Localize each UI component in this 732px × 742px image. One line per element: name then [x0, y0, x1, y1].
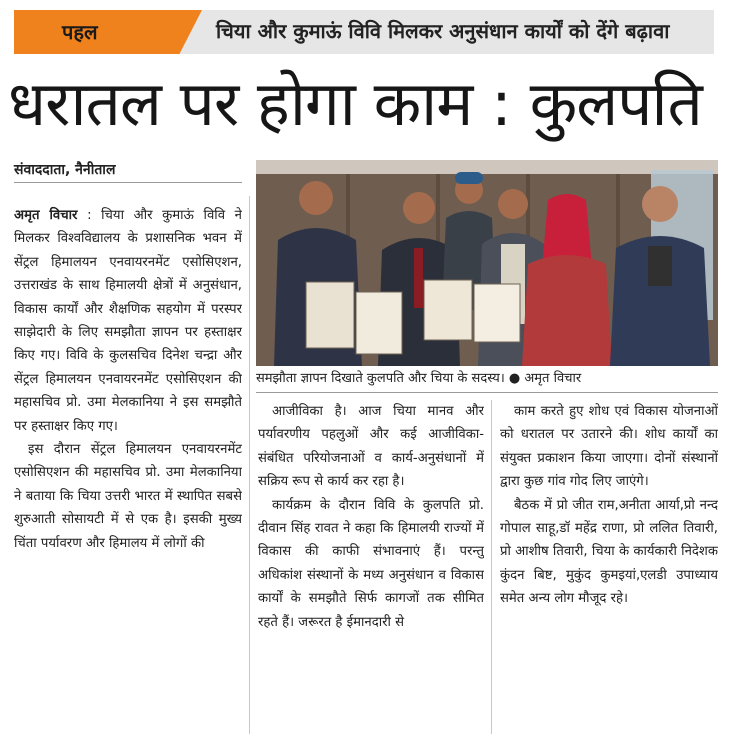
- kicker: चिया और कुमाऊं विवि मिलकर अनुसंधान कार्यों को देंगे बढ़ावा: [216, 19, 670, 43]
- lead-text: : चिया और कुमाऊं विवि ने मिलकर विश्वविद्यालय के प्रशासनिक भवन में सेंट्रल हिमालयन एनवायरनमेंट एसोसिएशन, उत्तराखंड के साथ हिमालयी क्षेत्रों में अनुसंधान, विकास कार्यों और शैक्षणिक सहयोग में परस्पर साझेदारी के लिए समझौता ज्ञापन पर हस्ताक्षर किए गए। विवि के कुलसचिव दिनेश चन्द्रा और सेंट्रल हिमालयन एनवायरनमेंट एसोसिएशन की महासचिव प्रो. उमा मेलकानिया ने इस समझौते पर हस्ताक्षर किए गए।: [14, 208, 242, 434]
- lead-source: अमृत विचार: [14, 208, 78, 223]
- article-paragraph: आजीविका है। आज चिया मानव और पर्यावरणीय पहलुओं और कई आजीविका-संबंधित परियोजनाओं व कार्य-अनुसंधानों में सक्रिय रूप से कार्य कर रहा है।: [258, 404, 484, 490]
- caption-rule: [256, 392, 718, 393]
- column-divider: [491, 400, 492, 734]
- photo-caption: समझौता ज्ञापन दिखाते कुलपति और चिया के सदस्य। ● अमृत विचार: [256, 371, 582, 386]
- byline-rule: [14, 182, 242, 183]
- section-tag: [14, 10, 202, 54]
- photo-illustration: [256, 160, 718, 366]
- article-paragraph: बैठक में प्रो जीत राम,अनीता आर्या,प्रो नन्द गोपाल साहू,डॉ महेंद्र राणा, प्रो ललित तिवारी, प्रो आशीष तिवारी, चिया के कार्यकारी निदेशक कुंदन बिष्ट, मुकुंद कुमइयां,एलडी उपाध्याय समेत अन्य लोग मौजूद रहे।: [500, 497, 718, 607]
- article-paragraph: इस दौरान सेंट्रल हिमालयन एनवायरनमेंट एसोसिएशन की महासचिव प्रो. उमा मेलकानिया ने बताया कि चिया उत्तरी भारत में स्थापित सबसे शुरुआती सोसायटी में से एक है। इसकी मुख्य चिंता पर्यावरण और हिमालय में लोगों की: [14, 442, 242, 551]
- article-column-2: [258, 400, 484, 734]
- article-paragraph: कार्यक्रम के दौरान विवि के कुलपति प्रो. दीवान सिंह रावत ने कहा कि हिमालयी राज्यों में विकास की काफी संभावनाएं हैं। परन्तु अधिकांश संस्थानों के मध्य अनुसंधान व विकास कार्यों के समझौते सिर्फ कागजों तक सीमित रहते हैं। जरूरत है ईमानदारी से: [258, 497, 484, 630]
- news-photo: [256, 160, 718, 366]
- column-divider: [249, 196, 250, 734]
- article-paragraph: [14, 204, 242, 438]
- article-column-3: [500, 400, 718, 734]
- article-paragraph: काम करते हुए शोध एवं विकास योजनाओं को धरातल पर उतारने की। शोध कार्यों का संयुक्त प्रकाशन किया जाएगा। दोनों संस्थानों द्वारा कुछ गांव गोद लिए जाएंगे।: [500, 404, 718, 490]
- ceiling: [256, 160, 718, 174]
- headline: धरातल पर होगा काम : कुलपति: [8, 67, 702, 140]
- article-column-1: [14, 204, 242, 734]
- section-tag-label: पहल: [62, 20, 98, 44]
- byline: संवाददाता, नैनीताल: [14, 162, 116, 178]
